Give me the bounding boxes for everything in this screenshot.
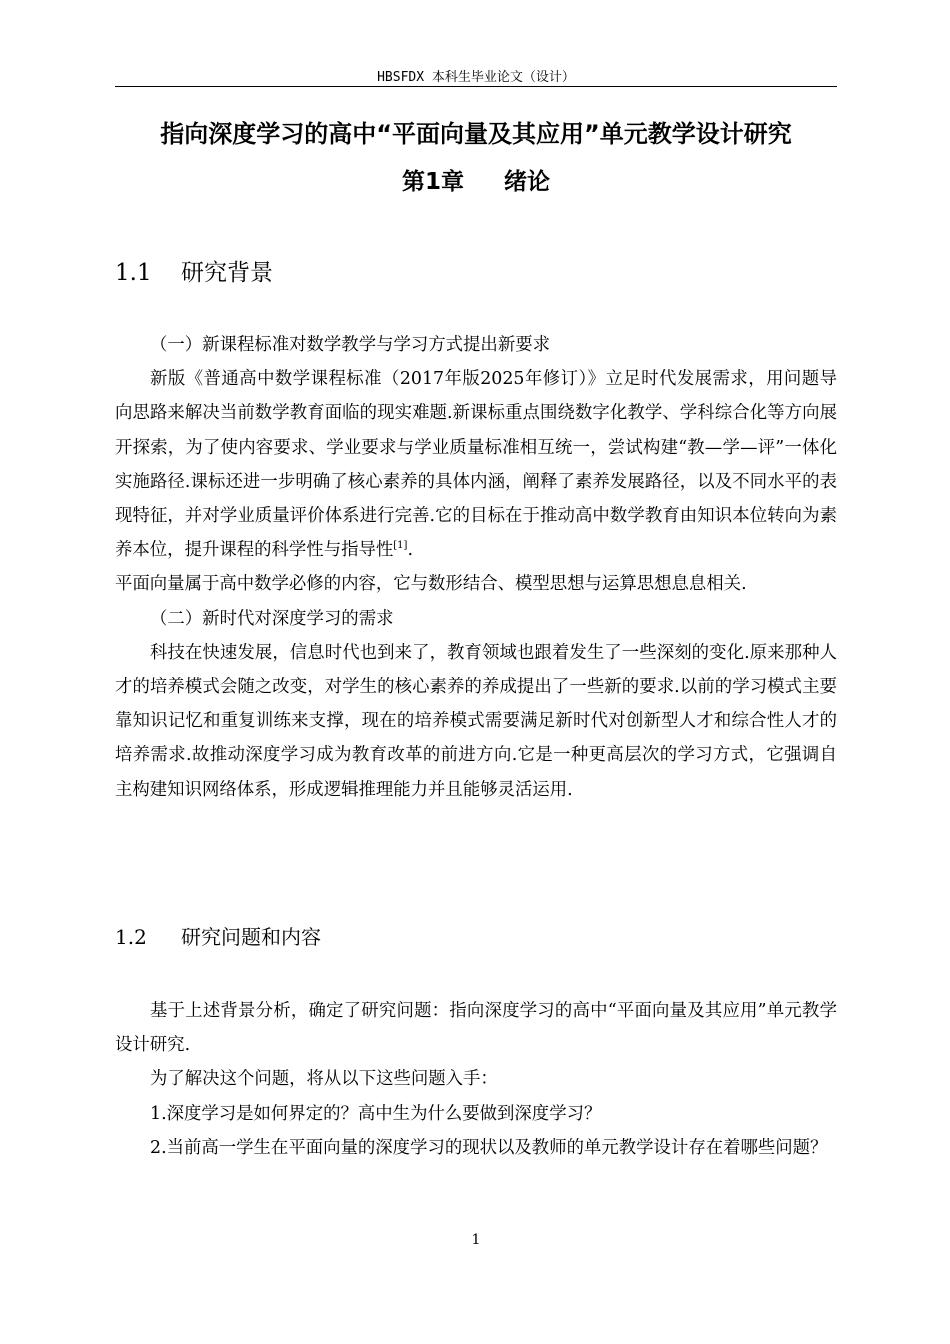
section-title: 研究问题和内容 (181, 925, 321, 949)
section-1-2-body (115, 994, 837, 1165)
paragraph: 为了解决这个问题，将从以下这些问题入手： (150, 1069, 498, 1090)
section-heading-1-2 (115, 921, 321, 950)
paragraph: 基于上述背景分析，确定了研究问题：指向深度学习的高中“平面向量及其应用”单元教学设计研究. (115, 1001, 837, 1056)
section-1-1-body (115, 328, 837, 807)
header-rule (115, 86, 837, 87)
paragraph-end: . (407, 540, 413, 561)
chapter-number: 第1章 (401, 169, 464, 195)
chapter-name: 绪论 (504, 169, 550, 195)
question-item: 1.深度学习是如何界定的？高中生为什么要做到深度学习？ (150, 1103, 602, 1124)
paragraph-text: 新版《普通高中数学课程标准（2017年版2025年修订）》立足时代发展需求，用问题导向思路来解决当前数学教育面临的现实难题.新课标重点围绕数字化教学、学科综合化等方向展开探索，为了使内容要求、学业要求与学业质量标准相互统一，尝试构建“教—学—评”一体化实施路径.课标还进一步明确了核心素养的具体内涵，阐释了素养发展路径，以及不同水平的表现特征，并对学业质量评价体系进行完善.它的目标在于推动高中数学教育由知识本位转向为素养本位，提升课程的科学性与指导性 (115, 369, 837, 561)
section-number: 1.1 (115, 260, 152, 286)
section-heading-1-1 (115, 254, 273, 287)
paragraph: 平面向量属于高中数学必修的内容，它与数形结合、模型思想与运算思想息息相关. (115, 574, 747, 595)
question-item: 2.当前高一学生在平面向量的深度学习的现状以及教师的单元教学设计存在着哪些问题？ (150, 1137, 828, 1158)
subheading-1: （一）新课程标准对数学教学与学习方式提出新要求 (150, 335, 550, 355)
subheading-2: （二）新时代对深度学习的需求 (150, 608, 394, 629)
paragraph: 科技在快速发展，信息时代也到来了，教育领域也跟着发生了一些深刻的变化.原来那种人才的培养模式会随之改变，对学生的核心素养的养成提出了一些新的要求.以前的学习模式主要靠知识记忆和重复训练来支撑，现在的培养模式需要满足新时代对创新型人才和综合性人才的培养需求.故推动深度学习成为教育改革的前进方向.它是一种更高层次的学习方式，它强调自主构建知识网络体系，形成逻辑推理能力并且能够灵活运用. (115, 642, 837, 800)
citation-ref[interactable]: [1] (393, 540, 408, 552)
section-number: 1.2 (115, 925, 147, 949)
paragraph (115, 362, 837, 567)
page-number: 1 (471, 1232, 481, 1248)
chapter-heading (115, 163, 837, 196)
thesis-title: 指向深度学习的高中“平面向量及其应用”单元教学设计研究 (160, 120, 792, 148)
section-title: 研究背景 (181, 260, 273, 286)
running-header: HBSFDX 本科生毕业论文（设计） (377, 70, 575, 85)
